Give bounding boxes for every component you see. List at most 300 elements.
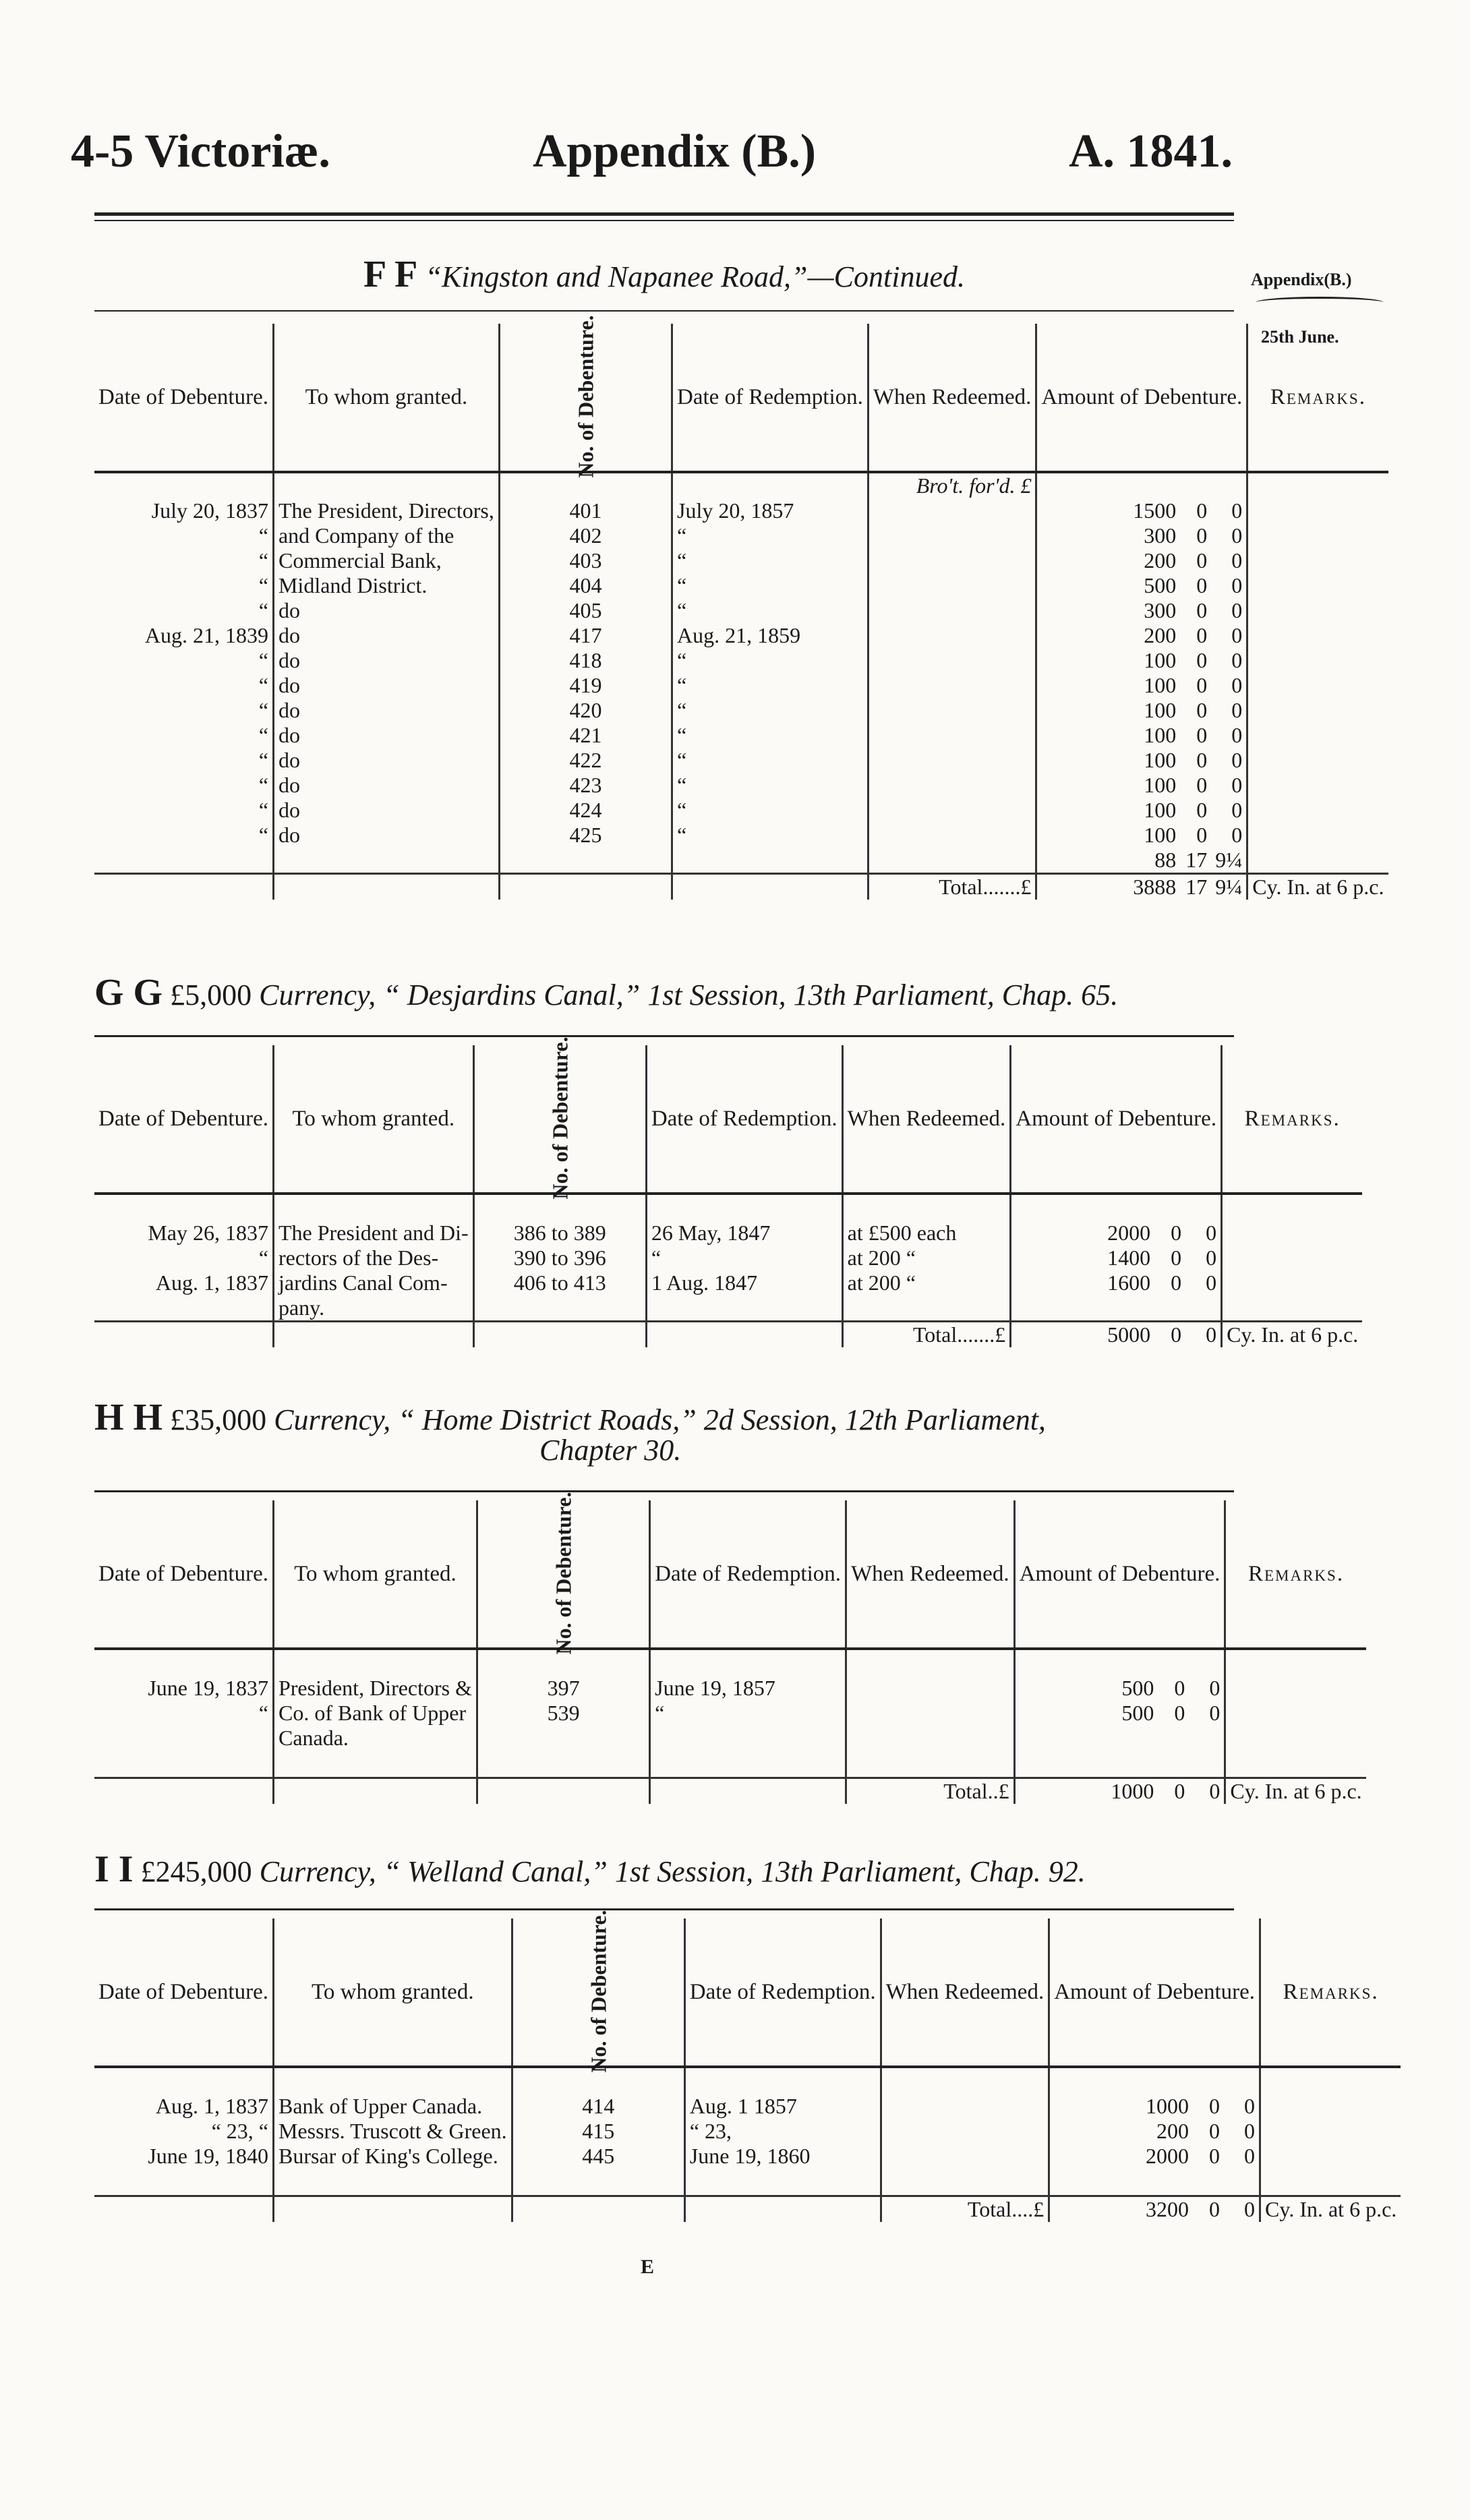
pounds: 1600 <box>1107 1270 1151 1295</box>
pounds: 500 <box>1121 1676 1154 1700</box>
debenture-amount <box>1014 1726 1225 1751</box>
grantee: do <box>273 673 499 698</box>
section-gg-letters: G G <box>94 972 163 1014</box>
debenture-number: 405 <box>499 598 672 623</box>
debenture-date: July 20, 1837 <box>151 498 268 523</box>
table-row <box>94 548 1388 573</box>
remarks-cell <box>1247 748 1388 773</box>
running-head-right: A. 1841. <box>1069 125 1233 177</box>
debenture-amount <box>1049 2144 1260 2169</box>
table-row <box>94 1295 1362 1322</box>
shillings: 0 <box>1196 673 1208 697</box>
pounds: 100 <box>1144 723 1177 747</box>
redemption-date: “ <box>672 648 869 673</box>
debenture-number: 402 <box>499 523 672 548</box>
remarks-cell <box>1225 1676 1366 1701</box>
debenture-number: 417 <box>499 623 672 648</box>
debenture-amount <box>1049 2119 1260 2144</box>
remarks-cell <box>1247 523 1388 548</box>
running-head-center: Appendix (B.) <box>533 125 817 177</box>
remarks-cell <box>1247 798 1388 823</box>
running-head-left: 4-5 Victoriæ. <box>71 125 330 177</box>
debenture-number: 403 <box>499 548 672 573</box>
table-row <box>94 648 1388 673</box>
debenture-date: Aug. 1, 1837 <box>155 1270 268 1295</box>
col-amount-header: Amount of Debenture. <box>1014 1500 1225 1649</box>
grantee: Commercial Bank, <box>273 548 499 573</box>
redemption-date: Aug. 1 1857 <box>684 2094 881 2119</box>
when-redeemed <box>846 1676 1015 1701</box>
shillings: 0 <box>1171 1221 1182 1245</box>
debenture-number: 422 <box>499 748 672 773</box>
grantee: Bank of Upper Canada. <box>273 2094 512 2119</box>
redemption-date: “ <box>672 748 869 773</box>
shillings: 0 <box>1196 573 1208 597</box>
remarks-cell <box>1247 723 1388 748</box>
remarks-cell <box>1247 823 1388 848</box>
gg-top-rule <box>94 1035 1234 1037</box>
debenture-amount <box>1011 1221 1222 1246</box>
debenture-date: “ <box>258 1701 268 1725</box>
col-when-header: When Redeemed. <box>868 324 1036 472</box>
shillings: 0 <box>1196 798 1208 822</box>
col-who-header: To whom granted. <box>273 324 499 472</box>
redemption-date <box>650 1726 846 1751</box>
col-redemption-header: Date of Redemption. <box>684 1918 881 2067</box>
shillings: 0 <box>1171 1270 1182 1295</box>
section-hh-heading: Currency, “ Home District Roads,” 2d Session, 12th Parliament, <box>274 1403 1046 1436</box>
shillings: 0 <box>1196 748 1208 772</box>
debenture-date: “ <box>258 648 268 672</box>
grantee: jardins Canal Com- <box>273 1270 473 1295</box>
col-date-header: Date of Debenture. <box>94 324 273 472</box>
grantee: do <box>273 723 499 748</box>
hh-table <box>94 1492 1366 1804</box>
remarks-cell <box>1222 1295 1363 1322</box>
redemption-date: July 20, 1857 <box>672 498 869 523</box>
grantee: do <box>273 623 499 648</box>
shillings: 0 <box>1196 598 1208 622</box>
col-redemption-header: Date of Redemption. <box>646 1045 842 1194</box>
col-who-header: To whom granted. <box>273 1500 477 1649</box>
section-ii-amount: £245,000 <box>140 1855 252 1888</box>
section-ff-letters: F F <box>363 254 418 295</box>
header-rule <box>94 212 1234 216</box>
section-hh-heading-2: Chapter 30. <box>539 1434 682 1467</box>
shillings: 0 <box>1196 723 1208 747</box>
table-row <box>94 1701 1366 1726</box>
pounds: 100 <box>1144 773 1177 797</box>
grantee: pany. <box>273 1295 473 1322</box>
pence: 0 <box>1231 623 1243 647</box>
debenture-number <box>473 1295 646 1322</box>
redemption-date: “ <box>650 1701 846 1726</box>
ff-total-amount: 3888 17 9¼ <box>1036 874 1247 900</box>
pounds: 88 <box>1154 848 1177 872</box>
pounds: 100 <box>1144 823 1177 847</box>
debenture-number: 419 <box>499 673 672 698</box>
pence: 9¼ <box>1215 848 1243 872</box>
remarks-cell <box>1247 548 1388 573</box>
margin-note-appendix: Appendix(B.) <box>1251 270 1352 289</box>
when-redeemed <box>846 1726 1015 1751</box>
debenture-number: 386 to 389 <box>473 1221 646 1246</box>
remarks-cell <box>1247 623 1388 648</box>
table-row <box>94 748 1388 773</box>
debenture-amount <box>1036 723 1247 748</box>
when-redeemed <box>868 598 1036 623</box>
col-remarks-header: Remarks. <box>1247 324 1388 472</box>
pence: 0 <box>1231 673 1243 697</box>
redemption-date: “ <box>672 523 869 548</box>
debenture-number: 397 <box>477 1676 650 1701</box>
remarks-cell <box>1247 848 1388 874</box>
redemption-date: “ <box>672 698 869 723</box>
debenture-date: Aug. 1, 1837 <box>155 2094 268 2118</box>
ii-remarks: Cy. In. at 6 p.c. <box>1260 2196 1401 2222</box>
when-redeemed: at £500 each <box>842 1221 1011 1246</box>
when-redeemed <box>868 623 1036 648</box>
remarks-cell <box>1247 598 1388 623</box>
when-redeemed <box>868 698 1036 723</box>
when-redeemed <box>868 848 1036 874</box>
debenture-amount <box>1036 498 1247 523</box>
pence: 0 <box>1231 598 1243 622</box>
debenture-date: “ <box>258 798 268 822</box>
ff-table <box>94 315 1388 900</box>
hh-remarks: Cy. In. at 6 p.c. <box>1225 1778 1366 1804</box>
grantee: rectors of the Des- <box>273 1246 473 1270</box>
col-who-header: To whom granted. <box>273 1918 512 2067</box>
grantee: Canada. <box>273 1726 477 1751</box>
table-row <box>94 723 1388 748</box>
debenture-amount <box>1014 1701 1225 1726</box>
pence: 0 <box>1231 798 1243 822</box>
debenture-amount <box>1011 1246 1222 1270</box>
shillings: 0 <box>1196 823 1208 847</box>
col-date-header: Date of Debenture. <box>94 1918 273 2067</box>
table-row <box>94 1246 1362 1270</box>
col-remarks-header: Remarks. <box>1225 1500 1366 1649</box>
redemption-date: “ <box>672 573 869 598</box>
when-redeemed <box>868 498 1036 523</box>
pence: 0 <box>1231 498 1243 523</box>
grantee: The President, Directors, <box>273 498 499 523</box>
ff-remarks: Cy. In. at 6 p.c. <box>1247 874 1388 900</box>
redemption-date: “ <box>646 1246 842 1270</box>
debenture-number: 401 <box>499 498 672 523</box>
debenture-date: Aug. 21, 1839 <box>144 623 268 647</box>
table-row <box>94 1676 1366 1701</box>
pence: 0 <box>1209 1701 1221 1725</box>
redemption-date <box>646 1295 842 1322</box>
shillings: 0 <box>1196 548 1208 573</box>
grantee: do <box>273 698 499 723</box>
ii-total-amount: 3200 0 0 <box>1049 2196 1260 2222</box>
redemption-date: “ <box>672 723 869 748</box>
debenture-date: “ <box>258 573 268 597</box>
grantee: do <box>273 773 499 798</box>
section-hh-amount: £35,000 <box>170 1403 267 1436</box>
hh-total-amount: 1000 0 0 <box>1014 1778 1225 1804</box>
debenture-amount <box>1036 648 1247 673</box>
debenture-date: “ <box>258 523 268 548</box>
section-ff-title <box>94 253 1234 296</box>
pounds: 100 <box>1144 748 1177 772</box>
debenture-date: May 26, 1837 <box>148 1221 268 1245</box>
debenture-date: “ <box>258 748 268 772</box>
debenture-amount <box>1036 573 1247 598</box>
debenture-number: 539 <box>477 1701 650 1726</box>
brought-forward-label: Bro't. for'd. £ <box>868 472 1036 498</box>
col-when-header: When Redeemed. <box>842 1045 1011 1194</box>
section-ii-title <box>94 1848 1234 1891</box>
pence: 0 <box>1231 723 1243 747</box>
pence: 0 <box>1231 548 1243 573</box>
shillings: 0 <box>1196 648 1208 672</box>
redemption-date: “ <box>672 548 869 573</box>
col-remarks-header: Remarks. <box>1260 1918 1401 2067</box>
redemption-date: 1 Aug. 1847 <box>646 1270 842 1295</box>
debenture-date: June 19, 1840 <box>148 2144 268 2168</box>
grantee: Bursar of King's College. <box>273 2144 512 2169</box>
shillings: 17 <box>1185 848 1208 872</box>
debenture-number: 424 <box>499 798 672 823</box>
col-date-header: Date of Debenture. <box>94 1045 273 1194</box>
shillings: 0 <box>1209 2094 1221 2118</box>
debenture-number: 418 <box>499 648 672 673</box>
section-hh-letters: H H <box>94 1397 163 1438</box>
section-ii-heading: Currency, “ Welland Canal,” 1st Session, 13th Parliament, Chap. 92. <box>259 1855 1086 1888</box>
signature-mark: E <box>641 2256 655 2278</box>
ii-top-rule <box>94 1908 1234 1910</box>
debenture-amount <box>1036 773 1247 798</box>
debenture-date <box>94 1295 273 1322</box>
table-row <box>94 848 1388 874</box>
grantee: do <box>273 823 499 848</box>
when-redeemed <box>868 648 1036 673</box>
col-when-header: When Redeemed. <box>846 1500 1015 1649</box>
pence: 0 <box>1206 1221 1217 1245</box>
redemption-date: “ <box>672 673 869 698</box>
debenture-amount <box>1036 523 1247 548</box>
when-redeemed <box>868 748 1036 773</box>
section-ii-letters: I I <box>94 1848 134 1890</box>
col-redemption-header: Date of Redemption. <box>672 324 869 472</box>
when-redeemed <box>846 1701 1015 1726</box>
debenture-amount <box>1036 698 1247 723</box>
remarks-cell <box>1222 1221 1363 1246</box>
when-redeemed <box>842 1295 1011 1322</box>
col-remarks-header: Remarks. <box>1222 1045 1363 1194</box>
debenture-amount <box>1011 1270 1222 1295</box>
debenture-number: 390 to 396 <box>473 1246 646 1270</box>
col-amount-header: Amount of Debenture. <box>1036 324 1247 472</box>
when-redeemed <box>868 823 1036 848</box>
remarks-cell <box>1247 673 1388 698</box>
hh-top-rule <box>94 1490 1234 1492</box>
grantee: Messrs. Truscott & Green. <box>273 2119 512 2144</box>
pounds: 200 <box>1144 548 1177 573</box>
pence: 0 <box>1244 2119 1256 2143</box>
remarks-cell <box>1247 498 1388 523</box>
redemption-date: June 19, 1857 <box>650 1676 846 1701</box>
grantee: do <box>273 798 499 823</box>
col-no-header: No. of Debenture. <box>499 324 672 472</box>
debenture-amount <box>1036 848 1247 874</box>
pounds: 1400 <box>1107 1246 1151 1270</box>
remarks-cell <box>1225 1701 1366 1726</box>
debenture-amount <box>1049 2094 1260 2119</box>
remarks-cell <box>1247 698 1388 723</box>
debenture-date: “ <box>258 598 268 622</box>
debenture-date: “ <box>258 673 268 697</box>
gg-table <box>94 1036 1362 1347</box>
pounds: 1000 <box>1146 2094 1189 2118</box>
debenture-date: “ <box>258 773 268 797</box>
col-amount-header: Amount of Debenture. <box>1049 1918 1260 2067</box>
debenture-date: “ <box>258 548 268 573</box>
shillings: 0 <box>1196 698 1208 722</box>
table-row <box>94 598 1388 623</box>
pounds: 200 <box>1156 2119 1189 2143</box>
pounds: 1500 <box>1133 498 1177 523</box>
remarks-cell <box>1247 773 1388 798</box>
debenture-number <box>477 1726 650 1751</box>
debenture-date <box>94 1726 273 1751</box>
when-redeemed <box>868 773 1036 798</box>
pounds: 100 <box>1144 798 1177 822</box>
grantee: President, Directors & <box>273 1676 477 1701</box>
remarks-cell <box>1222 1246 1363 1270</box>
remarks-cell <box>1260 2094 1401 2119</box>
debenture-amount <box>1036 673 1247 698</box>
pounds: 2000 <box>1146 2144 1189 2168</box>
remarks-cell <box>1222 1270 1363 1295</box>
pence: 0 <box>1244 2144 1256 2168</box>
table-row <box>94 2094 1401 2119</box>
table-row <box>94 2144 1401 2169</box>
table-row <box>94 573 1388 598</box>
pounds: 500 <box>1121 1701 1154 1725</box>
table-row <box>94 698 1388 723</box>
debenture-date: “ 23, “ <box>211 2119 268 2143</box>
pounds: 300 <box>1144 523 1177 548</box>
pence: 0 <box>1206 1246 1217 1270</box>
table-row <box>94 773 1388 798</box>
redemption-date: June 19, 1860 <box>684 2144 881 2169</box>
debenture-amount <box>1036 548 1247 573</box>
section-ff-heading: “Kingston and Napanee Road,”—Continued. <box>425 260 965 293</box>
pence: 0 <box>1206 1270 1217 1295</box>
pence: 0 <box>1231 773 1243 797</box>
debenture-amount <box>1036 798 1247 823</box>
remarks-cell <box>1260 2144 1401 2169</box>
shillings: 0 <box>1196 498 1208 523</box>
remarks-cell <box>1247 648 1388 673</box>
grantee: The President and Di- <box>273 1221 473 1246</box>
hh-total-label: Total..£ <box>846 1778 1015 1804</box>
redemption-date: 26 May, 1847 <box>646 1221 842 1246</box>
debenture-amount <box>1036 823 1247 848</box>
debenture-number: 421 <box>499 723 672 748</box>
shillings: 0 <box>1196 623 1208 647</box>
section-gg-heading: Currency, “ Desjardins Canal,” 1st Session, 13th Parliament, Chap. 65. <box>259 978 1119 1012</box>
table-row <box>94 498 1388 523</box>
remarks-cell <box>1225 1726 1366 1751</box>
ii-table <box>94 1910 1401 2222</box>
when-redeemed <box>868 548 1036 573</box>
debenture-number: 415 <box>512 2119 684 2144</box>
col-no-header: No. of Debenture. <box>477 1500 650 1649</box>
when-redeemed <box>868 523 1036 548</box>
table-row <box>94 673 1388 698</box>
col-who-header: To whom granted. <box>273 1045 473 1194</box>
table-row <box>94 823 1388 848</box>
redemption-date: “ <box>672 798 869 823</box>
pence: 0 <box>1231 748 1243 772</box>
shillings: 0 <box>1196 523 1208 548</box>
when-redeemed <box>881 2119 1049 2144</box>
grantee: and Company of the <box>273 523 499 548</box>
redemption-date: Aug. 21, 1859 <box>672 623 869 648</box>
gg-total-label: Total.......£ <box>842 1322 1011 1348</box>
debenture-number: 404 <box>499 573 672 598</box>
col-no-header: No. of Debenture. <box>512 1918 684 2067</box>
grantee: Co. of Bank of Upper <box>273 1701 477 1726</box>
grantee <box>273 848 499 874</box>
grantee: do <box>273 598 499 623</box>
pounds: 200 <box>1144 623 1177 647</box>
debenture-amount <box>1036 623 1247 648</box>
when-redeemed <box>881 2094 1049 2119</box>
pounds: 300 <box>1144 598 1177 622</box>
ff-top-rule <box>94 310 1234 312</box>
redemption-date: “ <box>672 598 869 623</box>
debenture-number: 406 to 413 <box>473 1270 646 1295</box>
pence: 0 <box>1231 698 1243 722</box>
section-gg-title <box>94 971 1234 1014</box>
debenture-amount <box>1014 1676 1225 1701</box>
when-redeemed <box>868 573 1036 598</box>
when-redeemed: at 200 “ <box>842 1246 1011 1270</box>
col-when-header: When Redeemed. <box>881 1918 1049 2067</box>
pounds: 2000 <box>1107 1221 1151 1245</box>
remarks-cell <box>1247 573 1388 598</box>
pence: 0 <box>1231 523 1243 548</box>
grantee: do <box>273 748 499 773</box>
pence: 0 <box>1231 648 1243 672</box>
debenture-date: “ <box>258 698 268 722</box>
section-gg-amount: £5,000 <box>170 978 252 1012</box>
debenture-date: “ <box>258 823 268 847</box>
shillings: 0 <box>1174 1676 1185 1700</box>
when-redeemed <box>868 798 1036 823</box>
pence: 0 <box>1209 1676 1221 1700</box>
shillings: 0 <box>1171 1246 1182 1270</box>
debenture-number: 423 <box>499 773 672 798</box>
shillings: 0 <box>1196 773 1208 797</box>
table-row <box>94 523 1388 548</box>
redemption-date <box>672 848 869 874</box>
pounds: 100 <box>1144 698 1177 722</box>
ff-total-label: Total.......£ <box>868 874 1036 900</box>
table-row <box>94 623 1388 648</box>
when-redeemed <box>868 723 1036 748</box>
table-row <box>94 1726 1366 1751</box>
when-redeemed: at 200 “ <box>842 1270 1011 1295</box>
pence: 0 <box>1244 2094 1256 2118</box>
